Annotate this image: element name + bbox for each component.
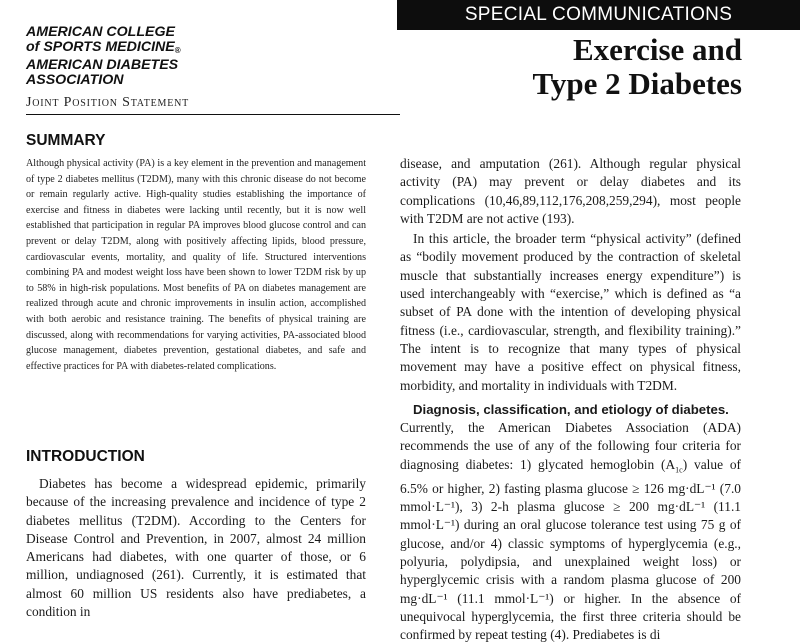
title-line-1: Exercise and [572,32,742,67]
body-paragraph-3: Diagnosis, classification, and etiology of diabetes.Currently, the American Diabetes Association (ADA) recommends the use of any of the following four criteria for diagnosing diabetes: 1) glycated hemoglobin $(A_{1c})$ value of 6.5% or higher, 2) fasting plasma glucose ≥ 126 mg·dL⁻¹ (7.0 mmol·L⁻¹), 3) 2-h plasma glucose ≥ 200 mg·dL⁻¹ (11.1 mmol·L⁻¹) during an oral glucose tolerance test using 75 g of glucose, and/or 4) classic symptoms of hyperglycemia (e.g., polyuria, polydipsia, and unexplained weight loss) or hyperglycemic crisis with a random plasma glucose of 200 mg·dL⁻¹ (11.1 mmol·L⁻¹) or higher. In the absence of unequivocal hyperglycemia, the first three criteria should be confirmed by repeat testing (4). Prediabetes is di [400,401,741,644]
body-paragraph-2: In this article, the broader term “physical activity” (defined as “bodily movement produced by the contraction of skeletal muscle that substantially increases energy expenditure”) is used interchangeably with “exercise,” which is defined as “a subset of PA done with the intention of developing physical fitness (i.e., cardiovascular, strength, and flexibility training).” The intent is to recognize that many types of physical movement may have a positive effect on physical fitness, morbidity, and mortality in individuals with T2DM. [400,231,741,393]
org-line-2: of SPORTS MEDICINE® [26,39,181,55]
header-divider [26,114,400,115]
introduction-heading: INTRODUCTION [26,448,145,465]
organization-names [26,25,386,88]
right-column [400,155,741,644]
section-heading-diagnosis: Diagnosis, classification, and etiology of diabetes. [413,401,729,417]
org-line-1: AMERICAN COLLEGE [26,24,175,40]
article-title [532,33,742,101]
registered-mark: ® [174,46,181,55]
org-line-3: AMERICAN DIABETES [26,57,179,73]
summary-text: Although physical activity (PA) is a key element in the prevention and management of type 2 diabetes mellitus (T2DM), many with this chronic disease do not become or remain regularly active. High-quality studies establishing the importance of exercise and fitness in diabetes were lacking until recently, but it is now well established that participation in regular PA improves blood glucose control and can prevent or delay T2DM, along with positively affecting lipids, blood pressure, cardiovascular events, mortality, and quality of life. Structured interventions combining PA and modest weight loss have been shown to lower T2DM risk by up to 58% in high-risk populations. Most benefits of PA on diabetes management are realized through acute and chronic improvements in insulin action, accomplished with both aerobic and resistance training. The benefits of physical training are discussed, along with recommendations for varying activities, PA-associated blood glucose management, diabetes prevention, gestational diabetes, and safe and effective practices for PA with diabetes-related complications. [26,158,366,372]
summary-heading: SUMMARY [26,132,106,149]
introduction-text: Diabetes has become a widespread epidemic, primarily because of the increasing prevalence and incidence of type 2 diabetes mellitus (T2DM). According to the Centers for Disease Control and Prevention, in 2007, almost 24 million Americans had diabetes, with one quarter of those, or 6 million, undiagnosed (261). Currently, it is estimated that almost 60 million US residents also have prediabetes, a condition in [26,476,366,620]
org-line-4: ASSOCIATION [26,72,124,88]
body-paragraph-1: disease, and amputation (261). Although regular physical activity (PA) may prevent or delay diabetes and its complications (10,46,89,112,176,208,259,294), most people with T2DM are not active (193). [400,156,741,226]
joint-position-statement: Joint Position Statement [26,95,190,110]
title-line-2: Type 2 Diabetes [532,66,742,101]
section-banner: SPECIAL COMMUNICATIONS [397,0,800,30]
